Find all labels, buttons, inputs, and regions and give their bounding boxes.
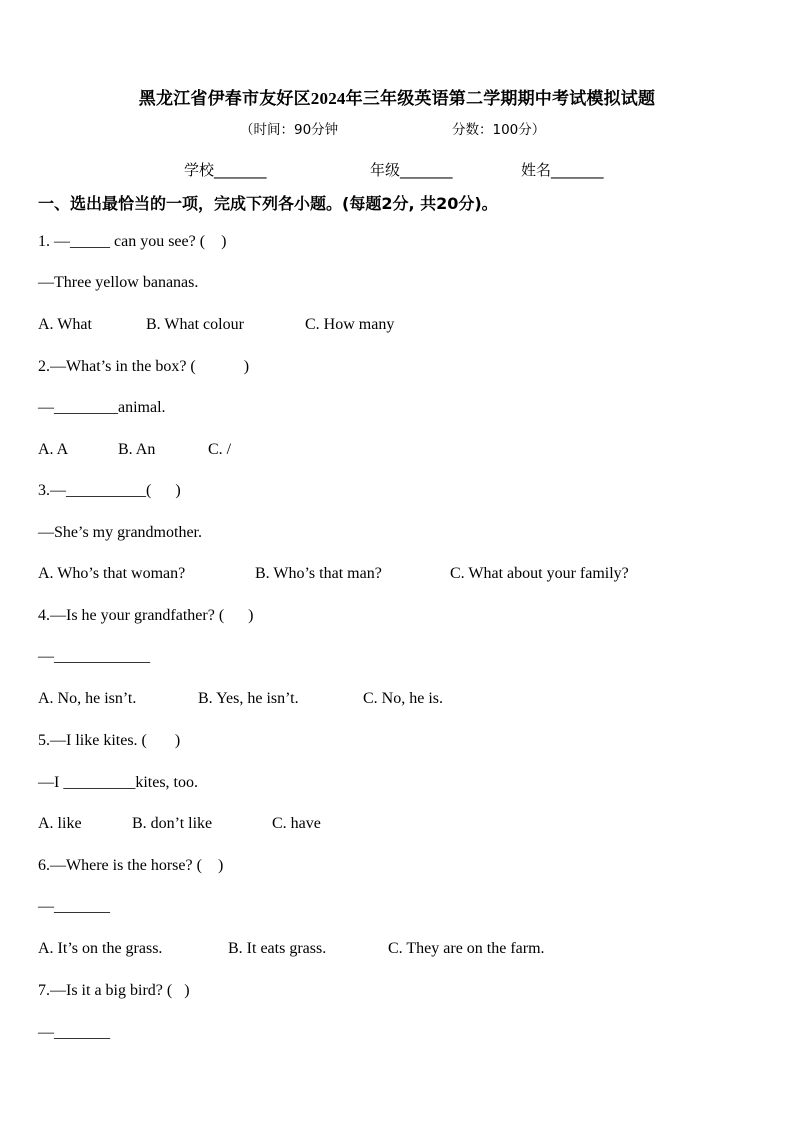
answer-5: —I _________kites, too. [38,774,198,791]
option-1c: C. How many [305,316,395,333]
answer-4: —____________ [38,648,150,665]
exam-time: （时间：90分钟 [240,122,339,138]
option-3c: C. What about your family? [450,565,629,582]
option-3a: A. Who’s that woman? [38,565,186,582]
question-6: 6.—Where is the horse? ( ) [38,857,224,874]
exam-score: 分数：100分） [452,122,546,138]
question-1: 1. —_____ can you see? ( ) [38,233,227,250]
grade-field: 年级_______ [370,161,453,179]
option-2a: A. A [38,441,69,458]
option-6b: B. It eats grass. [228,940,327,957]
question-2: 2.—What’s in the box? ( ) [38,358,250,375]
school-field: 学校_______ [184,161,267,179]
answer-7: —_______ [38,1024,110,1041]
option-2b: B. An [118,441,156,458]
option-3b: B. Who’s that man? [255,565,382,582]
question-7: 7.—Is it a big bird? ( ) [38,982,190,999]
option-4c: C. No, he is. [363,690,443,707]
option-1a: A. What [38,316,92,333]
answer-3: —She’s my grandmother. [38,524,202,541]
option-5c: C. have [272,815,321,832]
option-4b: B. Yes, he isn’t. [198,690,299,707]
option-1b: B. What colour [146,316,244,333]
answer-2: —________animal. [38,399,166,416]
question-4: 4.—Is he your grandfather? ( ) [38,607,254,624]
section-title: 一、选出最恰当的一项，完成下列各小题。(每题2分, 共20分)。 [38,194,498,213]
option-6a: A. It’s on the grass. [38,940,163,957]
name-field: 姓名_______ [521,161,604,179]
option-2c: C. / [208,441,232,458]
question-3: 3.—__________( ) [38,482,181,499]
option-6c: C. They are on the farm. [388,940,545,957]
option-4a: A. No, he isn’t. [38,690,137,707]
answer-6: —_______ [38,898,110,915]
option-5a: A. like [38,815,82,832]
answer-1: —Three yellow bananas. [38,274,199,291]
page-title: 黑龙江省伊春市友好区2024年三年级英语第二学期期中考试模拟试题 [138,89,656,108]
question-5: 5.—I like kites. ( ) [38,732,181,749]
option-5b: B. don’t like [132,815,213,832]
